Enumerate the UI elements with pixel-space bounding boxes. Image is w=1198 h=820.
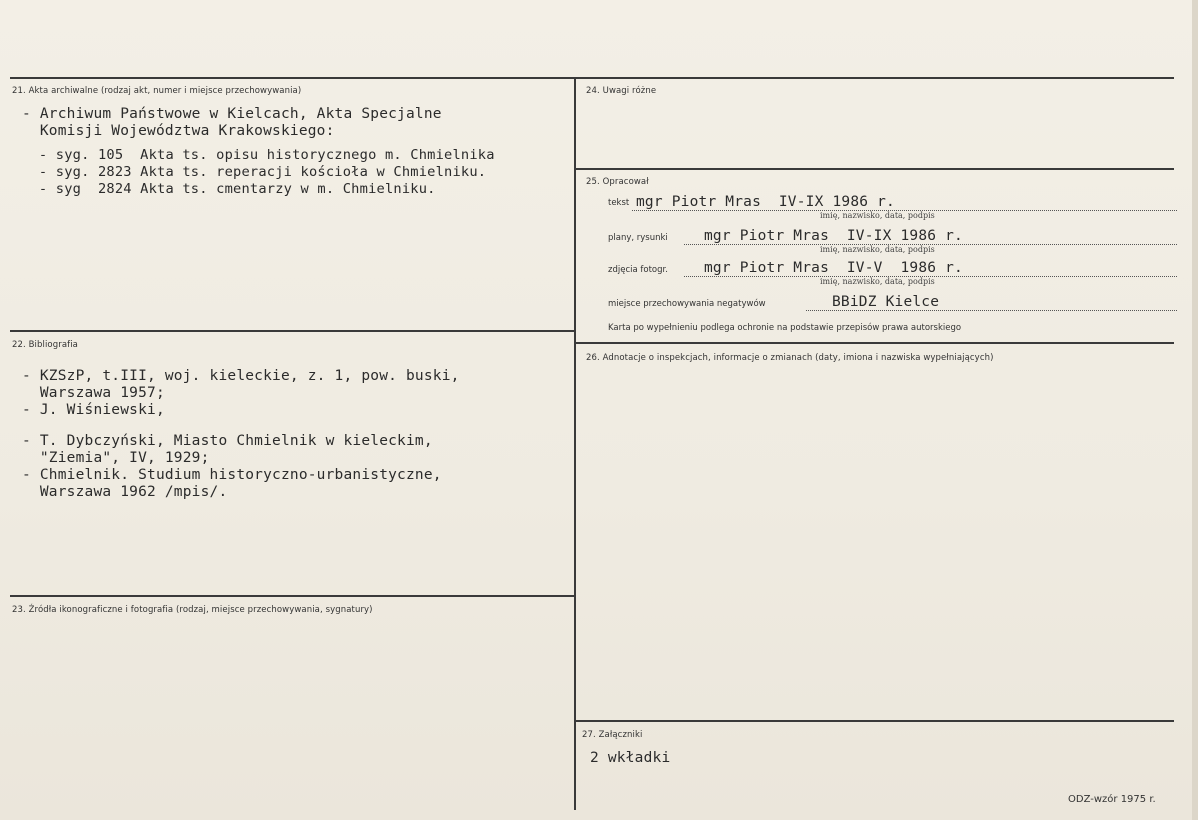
negatywy-label: miejsce przechowywania negatywów [608, 299, 766, 309]
tekst-value: mgr Piotr Mras IV-IX 1986 r. [636, 194, 895, 210]
section-24-label: 24. Uwagi różne [586, 86, 657, 96]
negatywy-value: BBiDZ Kielce [832, 294, 940, 310]
section-22-bottom-rule [10, 595, 574, 597]
zdjecia-label: zdjęcia fotogr. [608, 265, 668, 275]
card-edge [1192, 0, 1198, 820]
section-21-line-4: - syg. 105 Akta ts. opisu historycznego m. Chmielnika [22, 147, 495, 163]
zdjecia-hint: imię, nazwisko, data, podpis [820, 277, 935, 286]
section-21-bottom-rule [10, 330, 574, 332]
attachments-value: 2 wkładki [590, 750, 671, 766]
section-21-line-6: - syg 2824 Akta ts. cmentarzy w m. Chmielniku. [22, 181, 436, 197]
section-25-bottom-rule [576, 342, 1174, 344]
section-21-line-2: Komisji Województwa Krakowskiego: [22, 123, 335, 139]
section-22-line-8: Warszawa 1962 /mpis/. [22, 484, 228, 500]
section-22-line-5: - T. Dybczyński, Miasto Chmielnik w kieleckim, [22, 433, 433, 449]
plany-hint: imię, nazwisko, data, podpis [820, 245, 935, 254]
section-22-line-6: "Ziemia", IV, 1929; [22, 450, 210, 466]
section-22-line-3: - J. Wiśniewski, [22, 402, 165, 418]
section-22-line-2: Warszawa 1957; [22, 385, 165, 401]
section-22-label: 22. Bibliografia [12, 340, 78, 350]
section-26-bottom-rule [576, 720, 1174, 722]
section-23-label: 23. Źródła ikonograficzne i fotografia (rodzaj, miejsce przechowywania, sygnatury) [12, 605, 373, 615]
section-24-bottom-rule [576, 168, 1174, 170]
plany-value: mgr Piotr Mras IV-IX 1986 r. [704, 228, 963, 244]
section-21-line-5: - syg. 2823 Akta ts. reperacji kościoła w Chmielniku. [22, 164, 487, 180]
tekst-hint: imię, nazwisko, data, podpis [820, 211, 935, 220]
section-21-line-1: - Archiwum Państwowe w Kielcach, Akta Specjalne [22, 106, 442, 122]
top-rule [10, 77, 1174, 79]
section-25-label: 25. Opracował [586, 177, 649, 187]
zdjecia-value: mgr Piotr Mras IV-V 1986 r. [704, 260, 963, 276]
section-22-line-1: - KZSzP, t.III, woj. kieleckie, z. 1, pow. buski, [22, 368, 460, 384]
section-26-label: 26. Adnotacje o inspekcjach, informacje o zmianach (daty, imiona i nazwiska wypełniających) [586, 353, 994, 363]
section-22-line-7: - Chmielnik. Studium historyczno-urbanistyczne, [22, 467, 442, 483]
form-footer: ODZ-wzór 1975 r. [1068, 794, 1156, 805]
center-divider [574, 77, 576, 810]
tekst-label: tekst [608, 198, 630, 208]
copyright-note: Karta po wypełnieniu podlega ochronie na podstawie przepisów prawa autorskiego [608, 323, 962, 333]
plany-label: plany, rysunki [608, 233, 668, 243]
section-27-label: 27. Załączniki [582, 730, 643, 740]
section-21-label: 21. Akta archiwalne (rodzaj akt, numer i miejsce przechowywania) [12, 86, 302, 96]
